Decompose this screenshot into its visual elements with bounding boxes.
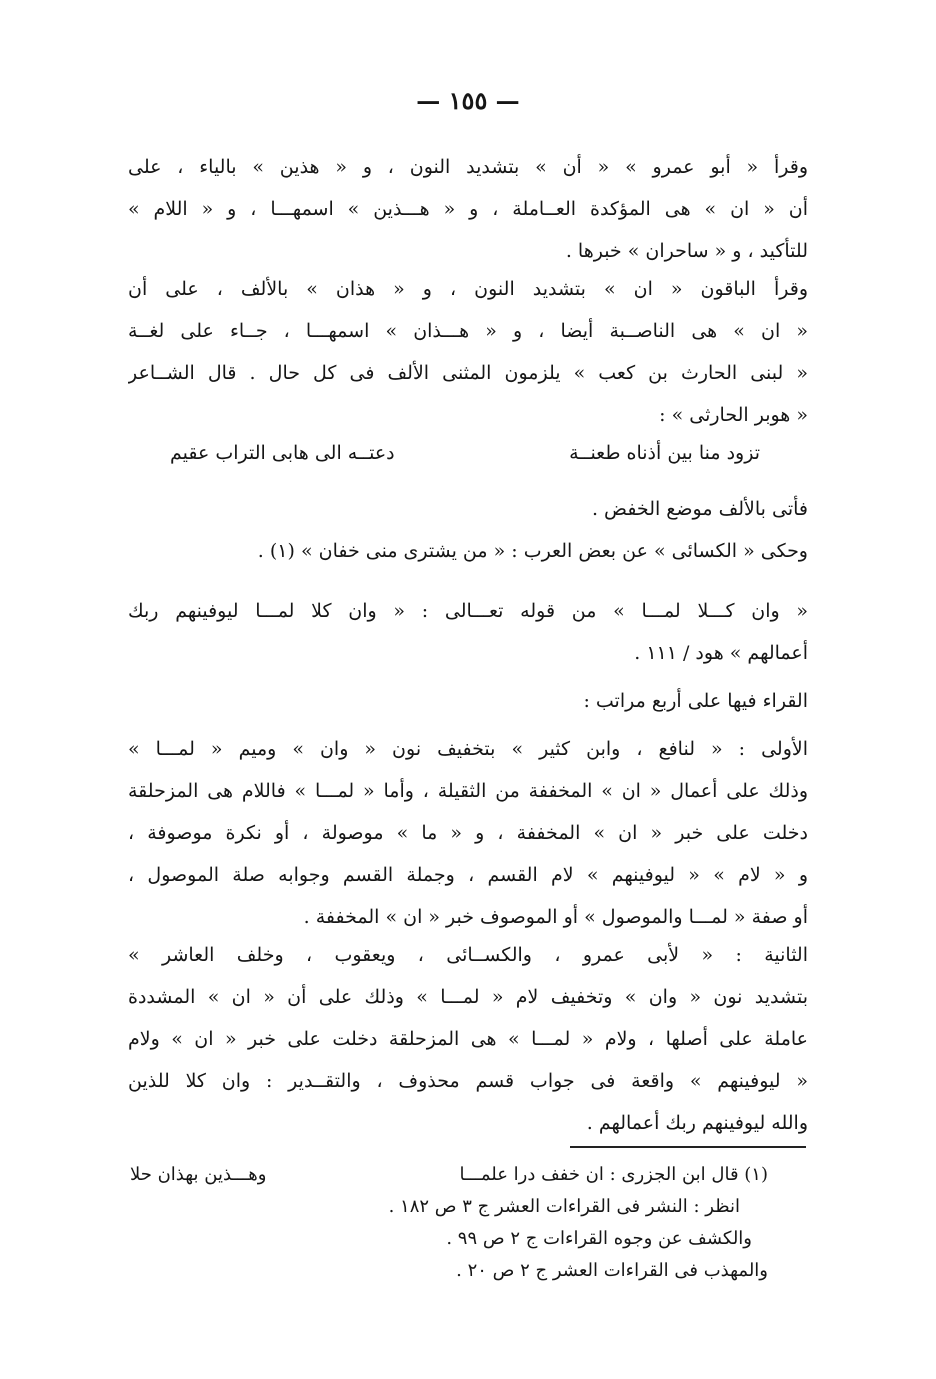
paragraph-3 — [128, 488, 808, 530]
text-line: القراء فيها على أربع مراتب : — [583, 690, 808, 712]
paragraph-1 — [128, 146, 808, 272]
footnote-verse-first: (١) قال ابن الجزرى : ان خفف درا علمـــا — [459, 1164, 768, 1185]
text-line: وقرأ الباقون « ان » بتشديد النون ، و « هذان » بالألف ، على أن — [128, 278, 808, 300]
text-line: « لبنى الحارث بن كعب » يلزمون المثنى الألف فى كل حال . قال الشــاعر — [128, 362, 808, 384]
text-line: الثانية : « لأبى عمرو ، والكســائى ، ويعقوب ، وخلف العاشر » — [128, 944, 808, 966]
text-line: و « لام » « ليوفينهم » لام القسم ، وجملة القسم وجوابه صلة الموصول ، — [128, 864, 808, 886]
text-line: دخلت على خبر « ان » المخففة ، و « ما » موصولة ، أو نكرة موصوفة ، — [128, 822, 808, 844]
paragraph-4 — [128, 530, 808, 572]
text-line: « وان كـــلا لمـــا » من قوله تعـــالى : « وان كلا لمـــا ليوفينهم ربك — [128, 600, 808, 622]
paragraph-6 — [128, 680, 808, 722]
text-line: « ليوفينهم » واقعة فى جواب قسم محذوف ، والتقــدير : وان كلا للذين — [128, 1070, 808, 1092]
poetry-verse — [170, 432, 760, 474]
text-line: أو صفة « لمـــا والموصول » أو الموصوف خبر « ان » المخففة . — [303, 906, 808, 928]
page-number: — ١٥٥ — — [416, 86, 520, 115]
paragraph-2 — [128, 268, 808, 436]
text-line: الأولى : « لنافع ، وابن كثير » بتخفيف نون « وان » وميم « لمـــا » — [128, 738, 808, 760]
text-line: فأتى بالألف موضع الخفض . — [591, 498, 808, 520]
footnote-reference: والكشف عن وجوه القراءات ج ٢ ص ٩٩ . — [446, 1228, 752, 1249]
verse-first-hemistich: تزود منا بين أذناه طعنــة — [569, 442, 760, 464]
text-line: وذلك على أعمال « ان » المخففة من الثقيلة ، وأما « لمـــا » فاللام هى المزحلقة — [128, 780, 808, 802]
text-line: والله ليوفينهم ربك أعمالهم . — [586, 1112, 808, 1134]
footnote-verse-second: وهـــذين بهذان حلا — [130, 1164, 267, 1185]
footnote-verse — [130, 1160, 768, 1190]
paragraph-5 — [128, 590, 808, 674]
footnote-separator — [570, 1146, 806, 1148]
text-line: للتأكيد ، و « ساحران » خبرها . — [565, 240, 808, 262]
text-line: « ان » هى الناصــبة أيضا ، و « هـــذان » اسمهـــا ، جــاء على لغــة — [128, 320, 808, 342]
text-line: « هوبر الحارثى » : — [659, 404, 808, 426]
text-line: بتشديد نون « وان » وتخفيف لام « لمـــا » وذلك على أن « ان » المشددة — [128, 986, 808, 1008]
paragraph-8 — [128, 934, 808, 1144]
text-line: عاملة على أصلها ، ولام « لمـــا » هى المزحلقة دخلت على خبر « ان » ولام — [128, 1028, 808, 1050]
text-line: وقرأ « أبو عمرو » « أن » بتشديد النون ، و « هذين » بالياء ، على — [128, 156, 808, 178]
footnote-reference: والمهذب فى القراءات العشر ج ٢ ص ٢٠ . — [456, 1260, 768, 1281]
text-line: أن « ان » هى المؤكدة العــاملة ، و « هـــذين » اسمهـــا ، و « اللام » — [128, 198, 808, 220]
footnote-reference: انظر : النشر فى القراءات العشر ج ٣ ص ١٨٢ . — [388, 1196, 740, 1217]
text-line: أعمالهم » هود / ١١١ . — [634, 642, 808, 664]
text-line: وحكى « الكسائى » عن بعض العرب : « من يشترى منى خفان » (١) . — [257, 540, 808, 562]
paragraph-7 — [128, 728, 808, 938]
verse-second-hemistich: دعتــه الى هابى التراب عقيم — [170, 442, 395, 464]
